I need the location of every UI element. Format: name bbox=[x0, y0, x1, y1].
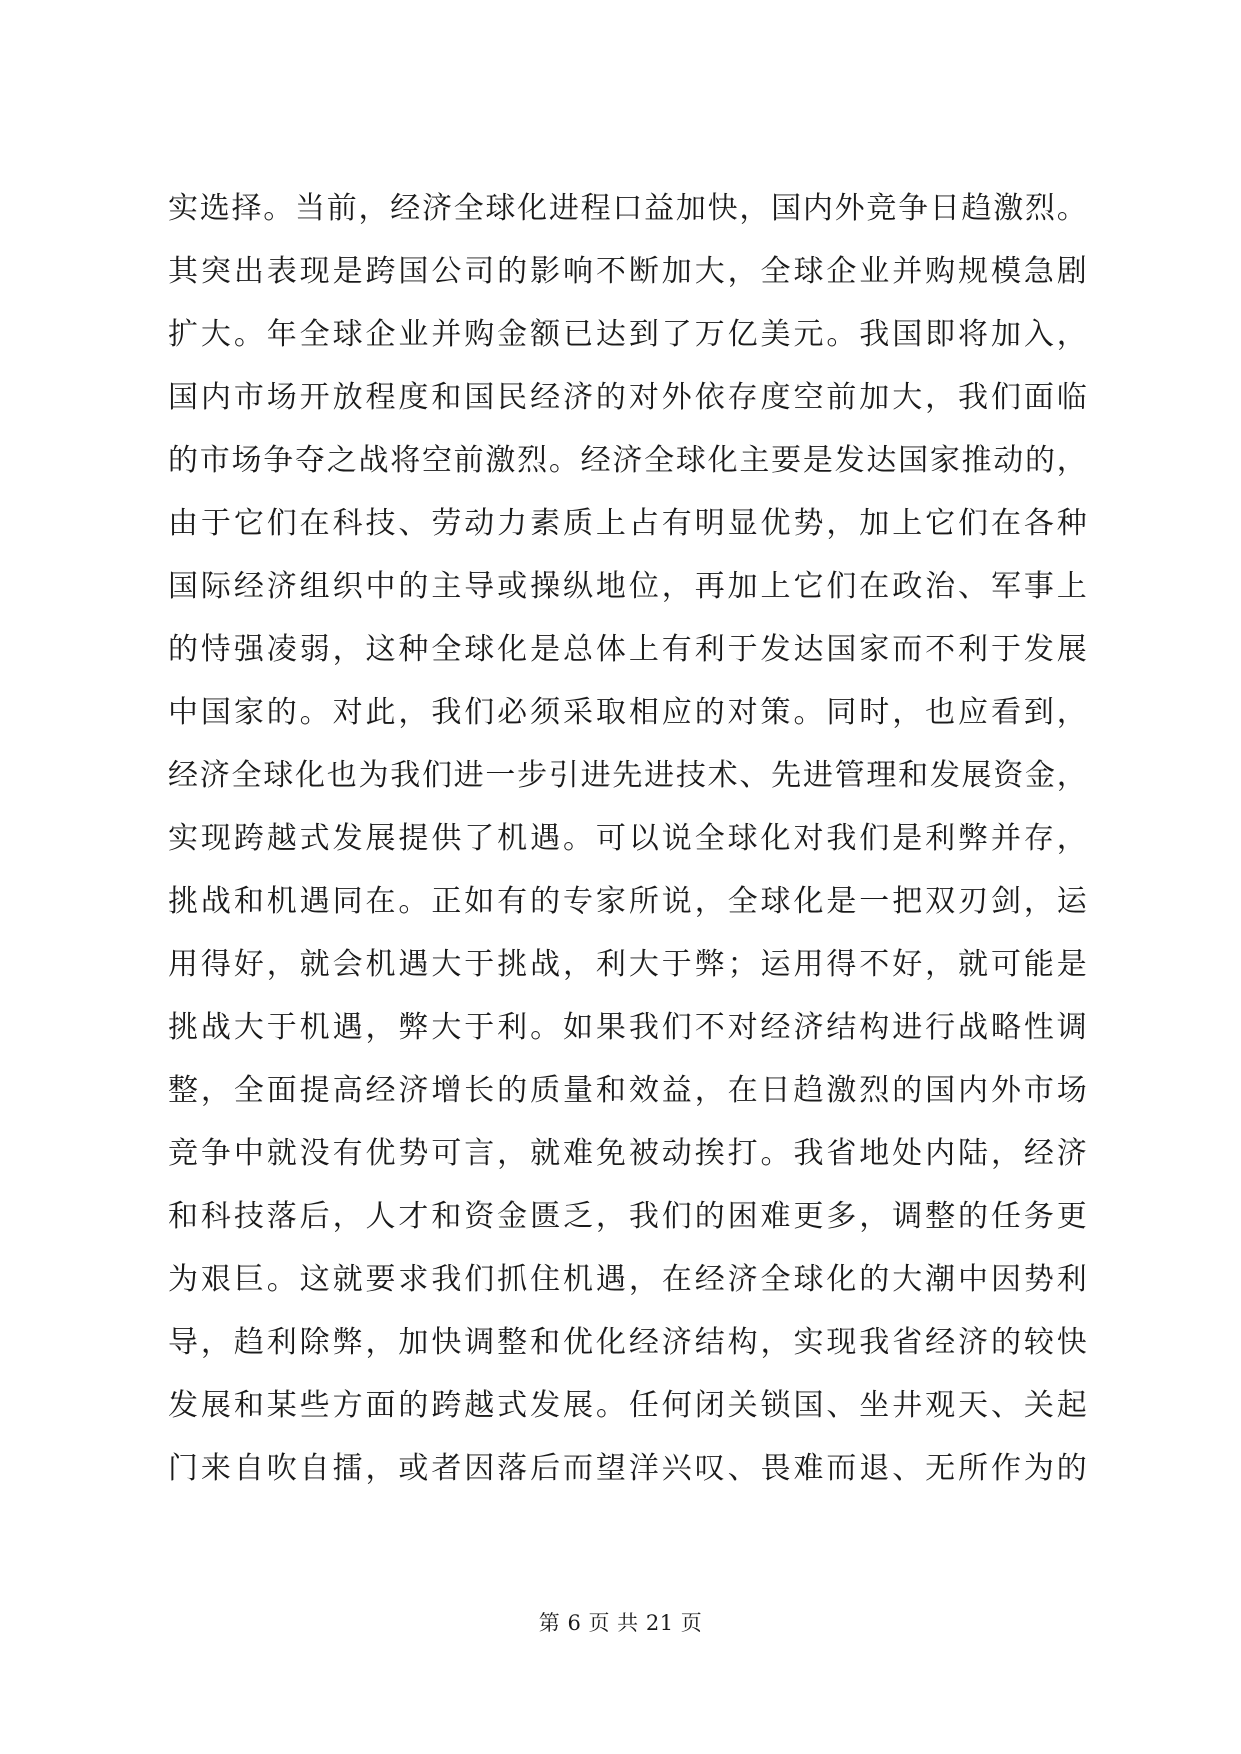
text-line: 的市场争夺之战将空前激烈。经济全球化主要是发达国家推动的， bbox=[168, 443, 1088, 478]
text-line: 扩大。年全球企业并购金额已达到了万亿美元。我国即将加入， bbox=[168, 317, 1088, 352]
text-line: 实选择。当前，经济全球化进程口益加快，国内外竞争日趋激烈。 bbox=[168, 191, 1088, 226]
text-line: 门来自吹自擂，或者因落后而望洋兴叹、畏难而退、无所作为的 bbox=[168, 1451, 1088, 1486]
text-line: 和科技落后，人才和资金匮乏，我们的困难更多，调整的任务更 bbox=[168, 1199, 1088, 1234]
text-line: 挑战和机遇同在。正如有的专家所说，全球化是一把双刃剑，运 bbox=[168, 884, 1088, 919]
text-line: 整，全面提高经济增长的质量和效益，在日趋激烈的国内外市场 bbox=[168, 1073, 1088, 1108]
text-line: 的恃强凌弱，这种全球化是总体上有利于发达国家而不利于发展 bbox=[168, 632, 1088, 667]
text-line: 其突出表现是跨国公司的影响不断加大，全球企业并购规模急剧 bbox=[168, 254, 1088, 289]
text-line: 中国家的。对此，我们必须采取相应的对策。同时，也应看到， bbox=[168, 695, 1088, 730]
text-line: 实现跨越式发展提供了机遇。可以说全球化对我们是利弊并存， bbox=[168, 821, 1088, 856]
body-text bbox=[168, 177, 1088, 1500]
text-line: 用得好，就会机遇大于挑战，利大于弊；运用得不好，就可能是 bbox=[168, 947, 1088, 982]
text-line: 挑战大于机遇，弊大于利。如果我们不对经济结构进行战略性调 bbox=[168, 1010, 1088, 1045]
text-line: 国际经济组织中的主导或操纵地位，再加上它们在政治、军事上 bbox=[168, 569, 1088, 604]
text-line: 竞争中就没有优势可言，就难免被动挨打。我省地处内陆，经济 bbox=[168, 1136, 1088, 1171]
text-line: 经济全球化也为我们进一步引进先进技术、先进管理和发展资金， bbox=[168, 758, 1088, 793]
text-line: 国内市场开放程度和国民经济的对外依存度空前加大，我们面临 bbox=[168, 380, 1088, 415]
text-line: 发展和某些方面的跨越式发展。任何闭关锁国、坐井观天、关起 bbox=[168, 1388, 1088, 1423]
text-line: 为艰巨。这就要求我们抓住机遇，在经济全球化的大潮中因势利 bbox=[168, 1262, 1088, 1297]
text-line: 导，趋利除弊，加快调整和优化经济结构，实现我省经济的较快 bbox=[168, 1325, 1088, 1360]
page-footer bbox=[0, 1608, 1241, 1638]
page-number: 第 6 页 共 21 页 bbox=[538, 1611, 703, 1635]
text-line: 由于它们在科技、劳动力素质上占有明显优势，加上它们在各种 bbox=[168, 506, 1088, 541]
